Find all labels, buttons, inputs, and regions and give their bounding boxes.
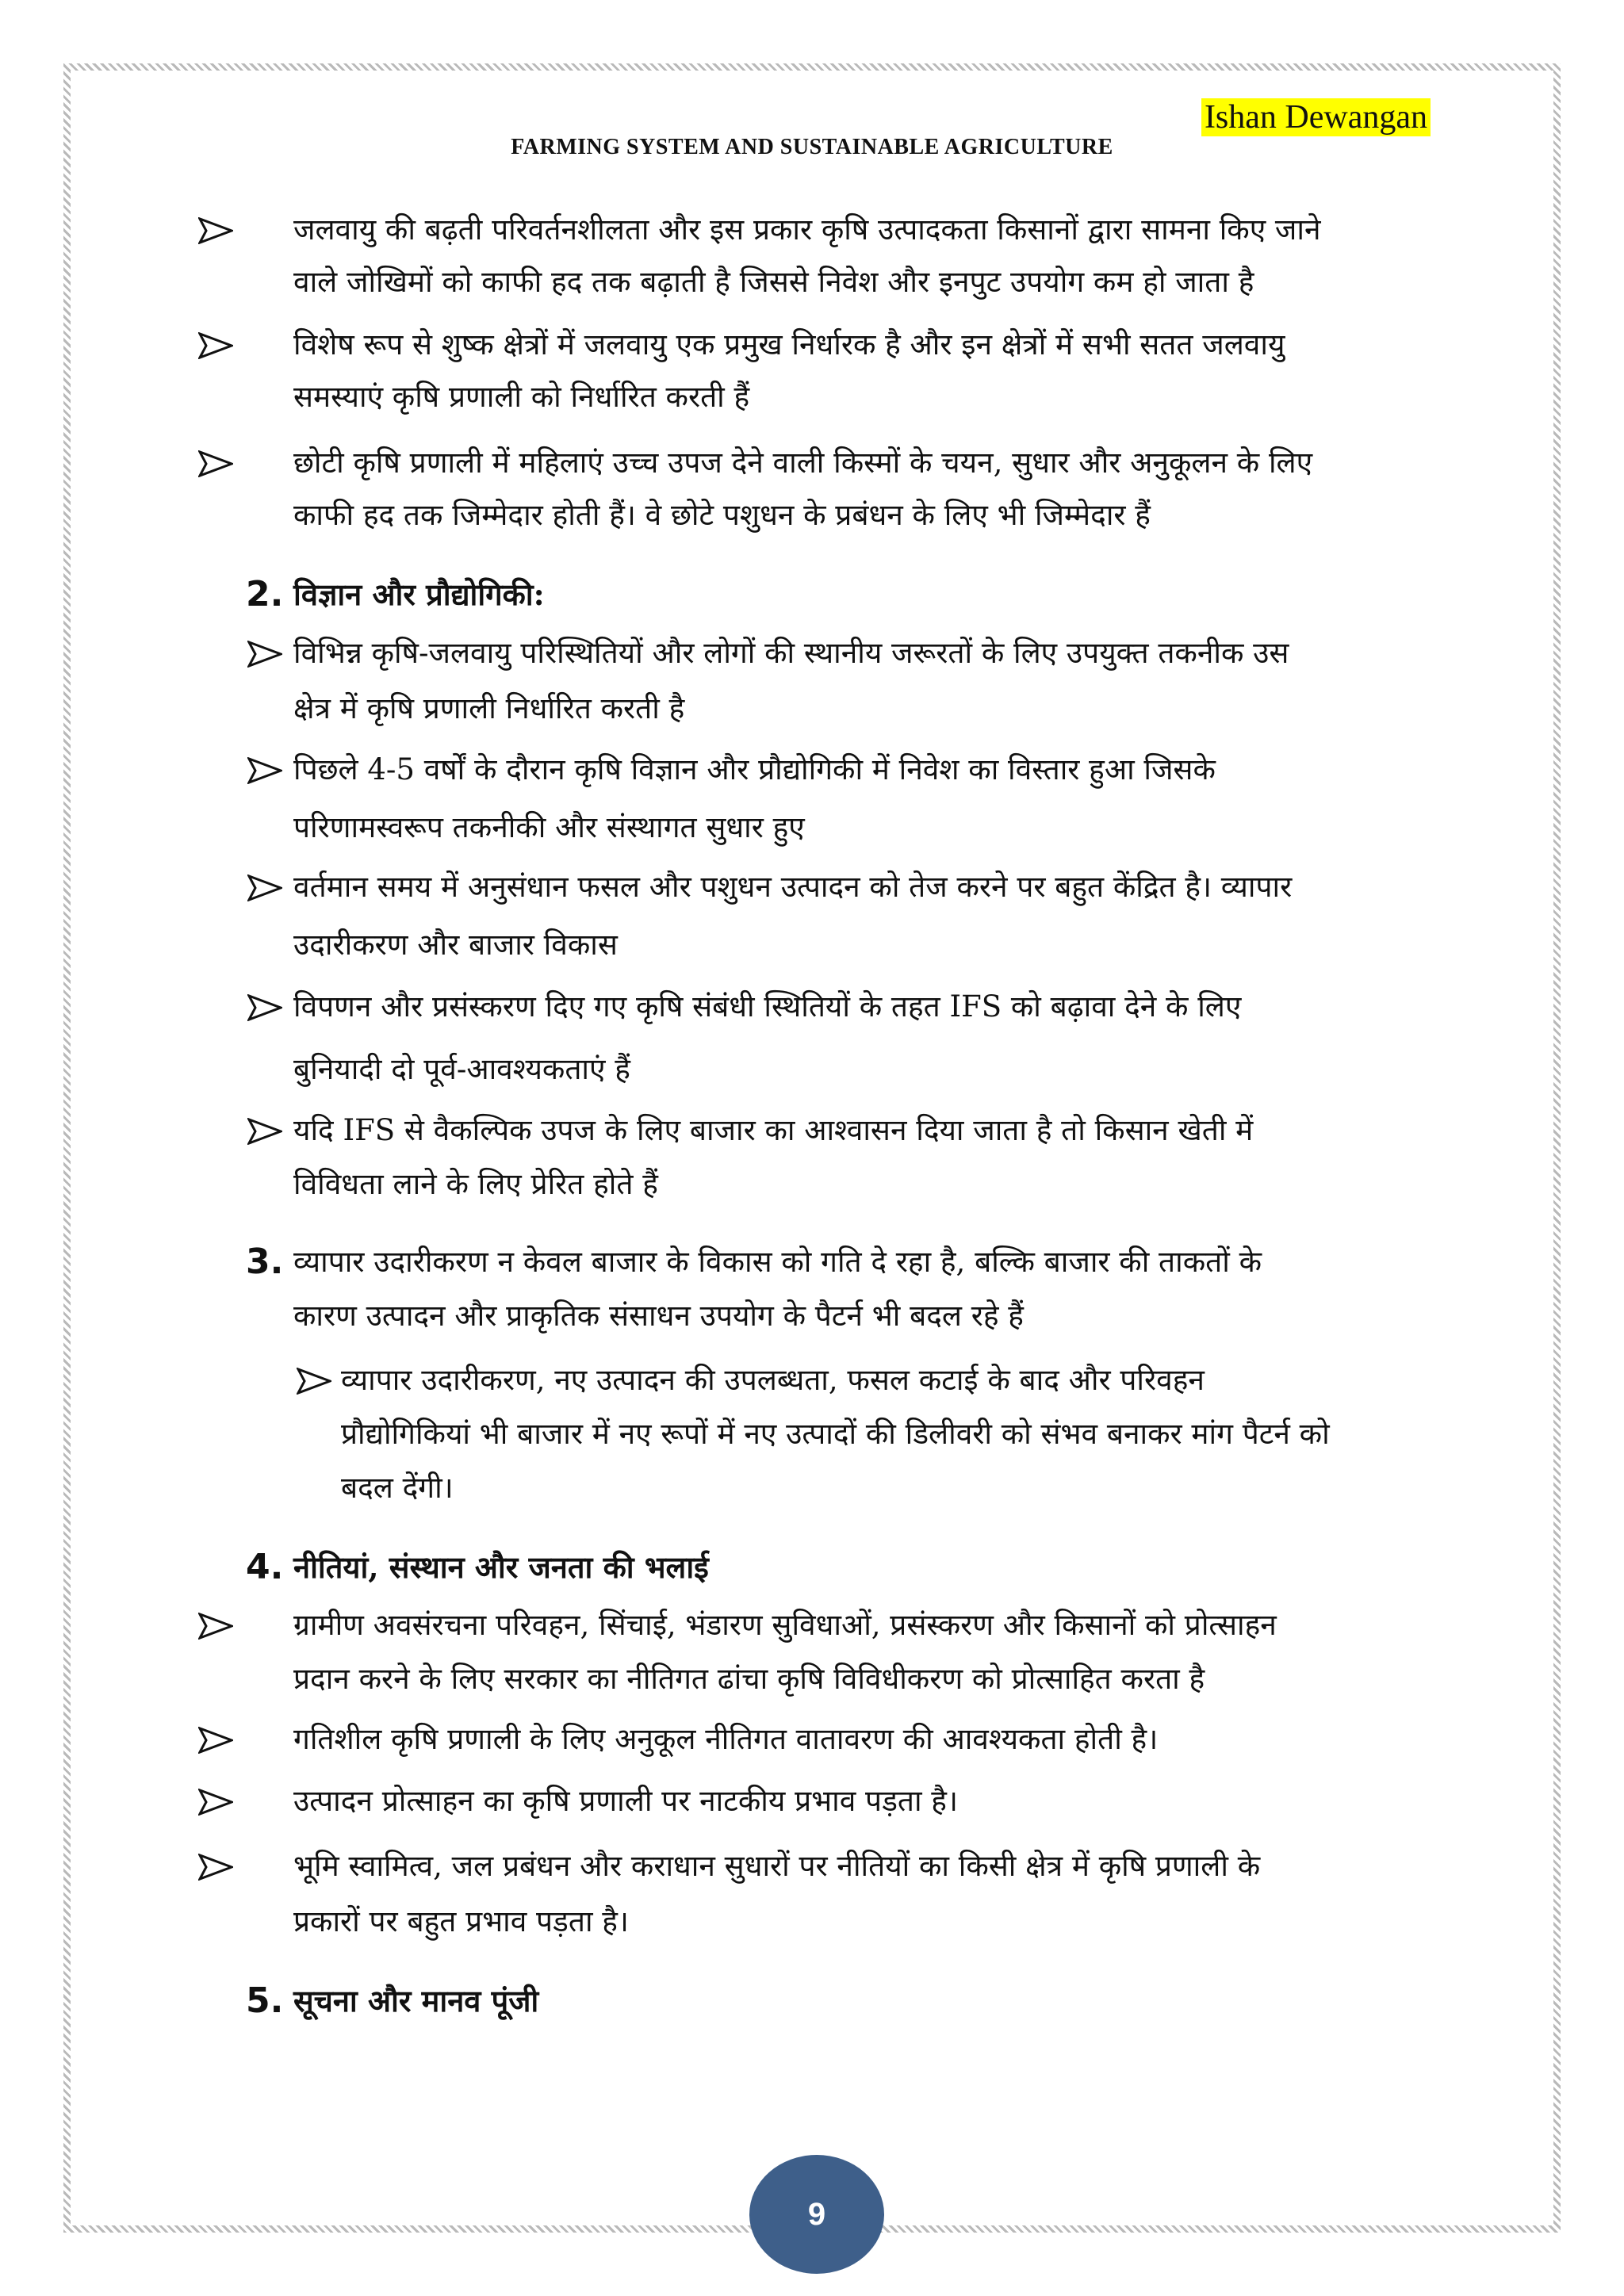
bullet-line: बुनियादी दो पूर्व-आवश्यकताएं हैं	[293, 1052, 630, 1086]
arrowhead-bullet-icon	[247, 1118, 282, 1145]
page-number-badge	[749, 2155, 884, 2274]
bullet-line: बदल देंगी।	[341, 1471, 454, 1505]
bullet-line: ग्रामीण अवसंरचना परिवहन, सिंचाई, भंडारण सुविधाओं, प्रसंस्करण और किसानों को प्रोत्साहन	[293, 1608, 1277, 1642]
arrowhead-bullet-icon	[247, 874, 282, 901]
section-heading: विज्ञान और प्रौद्योगिकी:	[293, 576, 545, 612]
bullet-line: विपणन और प्रसंस्करण दिए गए कृषि संबंधी स्थितियों के तहत IFS को बढ़ावा देने के लिए	[293, 989, 1242, 1024]
arrowhead-bullet-icon	[198, 1613, 233, 1640]
bullet-line: विभिन्न कृषि-जलवायु परिस्थितियों और लोगों की स्थानीय जरूरतों के लिए उपयुक्त तकनीक उस	[293, 636, 1289, 670]
arrowhead-bullet-icon	[198, 1789, 233, 1816]
bullet-line: क्षेत्र में कृषि प्रणाली निर्धारित करती है	[293, 691, 685, 725]
arrowhead-bullet-icon	[198, 1727, 233, 1754]
page-number: 9	[807, 2196, 826, 2232]
bullet-line: छोटी कृषि प्रणाली में महिलाएं उच्च उपज देने वाली किस्मों के चयन, सुधार और अनुकूलन के लिए	[293, 446, 1313, 480]
bullet-line: उदारीकरण और बाजार विकास	[293, 928, 618, 962]
author-name: Ishan Dewangan	[1201, 98, 1431, 136]
bullet-line: भूमि स्वामित्व, जल प्रबंधन और कराधान सुधारों पर नीतियों का किसी क्षेत्र में कृषि प्रणाली के	[293, 1849, 1261, 1883]
bullet-line: विशेष रूप से शुष्क क्षेत्रों में जलवायु एक प्रमुख निर्धारक है और इन क्षेत्रों में सभी सतत जलवायु	[293, 327, 1285, 362]
arrowhead-bullet-icon	[198, 450, 233, 477]
bullet-line: परिणामस्वरूप तकनीकी और संस्थागत सुधार हुए	[293, 810, 805, 844]
arrowhead-bullet-icon	[297, 1368, 331, 1395]
bullet-line: यदि IFS से वैकल्पिक उपज के लिए बाजार का आश्वासन दिया जाता है तो किसान खेती में	[293, 1113, 1254, 1147]
bullet-line: गतिशील कृषि प्रणाली के लिए अनुकूल नीतिगत वातावरण की आवश्यकता होती है।	[293, 1722, 1159, 1756]
bullet-line: विविधता लाने के लिए प्रेरित होते हैं	[293, 1167, 658, 1201]
arrowhead-bullet-icon	[198, 1854, 233, 1881]
bullet-line: समस्याएं कृषि प्रणाली को निर्धारित करती हैं	[293, 380, 750, 414]
bullet-line: प्रदान करने के लिए सरकार का नीतिगत ढांचा कृषि विविधीकरण को प्रोत्साहित करता है	[293, 1662, 1205, 1696]
section-number: 2.	[246, 574, 284, 614]
bullet-line: व्यापार उदारीकरण, नए उत्पादन की उपलब्धता, फसल कटाई के बाद और परिवहन	[341, 1363, 1205, 1397]
arrowhead-bullet-icon	[247, 641, 282, 668]
arrowhead-bullet-icon	[247, 757, 282, 784]
bullet-line: काफी हद तक जिम्मेदार होती हैं। वे छोटे पशुधन के प्रबंधन के लिए भी जिम्मेदार हैं	[293, 498, 1151, 532]
bullet-line: वर्तमान समय में अनुसंधान फसल और पशुधन उत्पादन को तेज करने पर बहुत केंद्रित है। व्यापार	[293, 870, 1293, 904]
document-title: FARMING SYSTEM AND SUSTAINABLE AGRICULTURE	[511, 135, 1113, 159]
bullet-line: पिछले 4-5 वर्षों के दौरान कृषि विज्ञान और प्रौद्योगिकी में निवेश का विस्तार हुआ जिसके	[293, 752, 1216, 786]
section-text-line: कारण उत्पादन और प्राकृतिक संसाधन उपयोग के पैटर्न भी बदल रहे हैं	[293, 1299, 1024, 1333]
bullet-line: वाले जोखिमों को काफी हद तक बढ़ाती है जिससे निवेश और इनपुट उपयोग कम हो जाता है	[293, 265, 1254, 299]
arrowhead-bullet-icon	[247, 994, 282, 1021]
section-number: 3.	[246, 1242, 284, 1282]
section-heading: सूचना और मानव पूंजी	[293, 1983, 539, 2019]
bullet-line: उत्पादन प्रोत्साहन का कृषि प्रणाली पर नाटकीय प्रभाव पड़ता है।	[293, 1784, 958, 1818]
arrowhead-bullet-icon	[198, 217, 233, 244]
arrowhead-bullet-icon	[198, 332, 233, 359]
bullet-line: प्रकारों पर बहुत प्रभाव पड़ता है।	[293, 1904, 629, 1938]
section-number: 5.	[246, 1980, 284, 2021]
section-text-line: व्यापार उदारीकरण न केवल बाजार के विकास को गति दे रहा है, बल्कि बाजार की ताकतों के	[293, 1245, 1262, 1279]
section-number: 4.	[246, 1547, 284, 1587]
bullet-line: जलवायु की बढ़ती परिवर्तनशीलता और इस प्रकार कृषि उत्पादकता किसानों द्वारा सामना किए जाने	[293, 212, 1321, 247]
bullet-line: प्रौद्योगिकियां भी बाजार में नए रूपों में नए उत्पादों की डिलीवरी को संभव बनाकर मांग पैटर्न को	[341, 1417, 1330, 1451]
section-heading: नीतियां, संस्थान और जनता की भलाई	[293, 1549, 709, 1585]
